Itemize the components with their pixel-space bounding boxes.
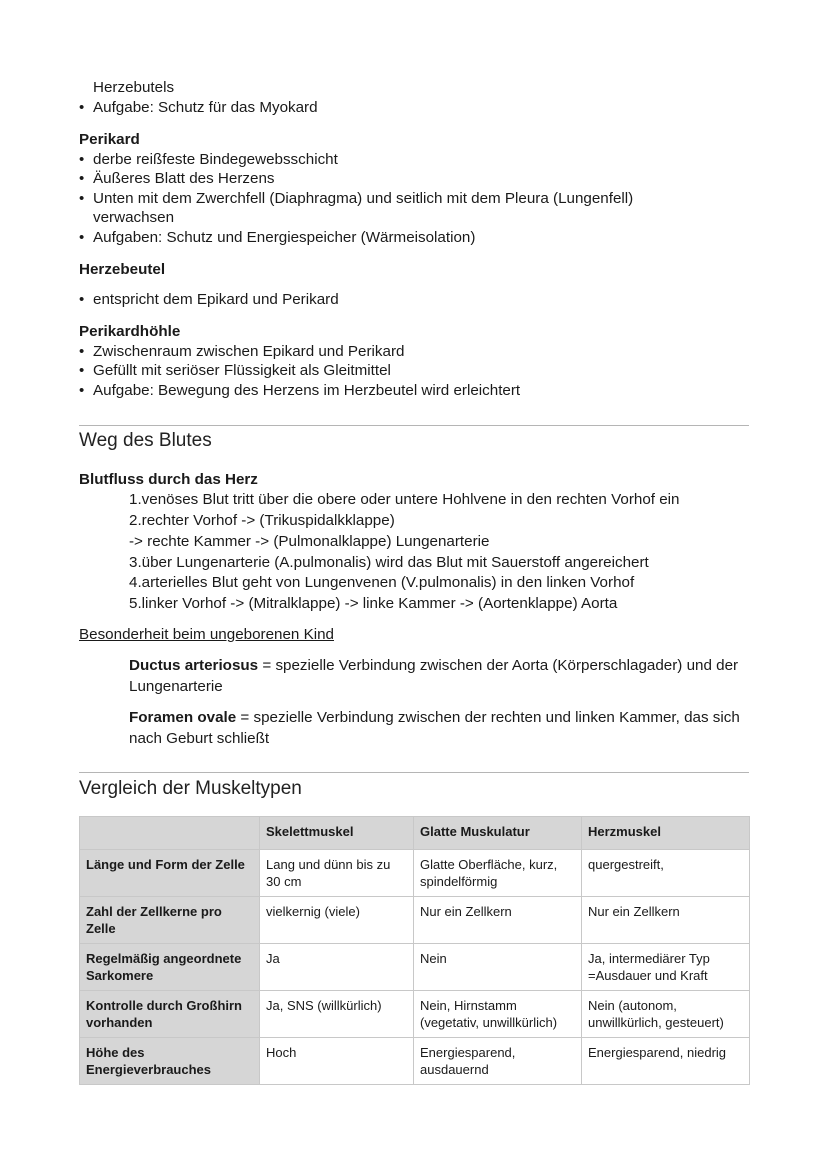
column-header: Skelettmuskel (260, 817, 414, 850)
bullet-marker: • (79, 151, 85, 168)
table-row (80, 991, 750, 1038)
weg-heading: Weg des Blutes (79, 430, 212, 451)
perikardhoehle-item: Gefüllt mit seriöser Flüssigkeit als Gleitmittel (93, 362, 391, 379)
bullet-marker: • (79, 343, 85, 360)
perikard-item: Unten mit dem Zwerchfell (Diaphragma) und seitlich mit dem Pleura (Lungenfell) (93, 190, 634, 207)
perikardhoehle-item: Zwischenraum zwischen Epikard und Perikard (93, 343, 405, 360)
bullet-marker: • (79, 382, 85, 399)
intro-continued-line: Herzebutels (93, 79, 175, 96)
bullet-marker: • (79, 291, 85, 308)
table-row (80, 897, 750, 944)
perikard-item-continued: verwachsen (93, 209, 175, 226)
section-divider (79, 425, 749, 426)
column-header: Glatte Muskulatur (414, 817, 582, 850)
herzebeutel-title: Herzebeutel (79, 261, 166, 278)
bullet-marker: • (79, 229, 85, 246)
row-label: Zahl der Zellkerne pro Zelle (80, 897, 260, 944)
perikard-item: Aufgaben: Schutz und Energiespeicher (Wärmeisolation) (93, 229, 476, 246)
table-cell: Nur ein Zellkern (414, 897, 582, 944)
table-header-row (80, 817, 750, 850)
herzebeutel-item: entspricht dem Epikard und Perikard (93, 291, 339, 308)
table-cell: Energiesparend, niedrig (582, 1038, 750, 1085)
table-cell: Nein (414, 944, 582, 991)
intro-bullet: Aufgabe: Schutz für das Myokard (93, 99, 318, 116)
blutfluss-step: 3.über Lungenarterie (A.pulmonalis) wird das Blut mit Sauerstoff angereichert (129, 554, 649, 571)
section-divider (79, 772, 749, 773)
foramen-definition (129, 708, 749, 749)
table-cell: Ja (260, 944, 414, 991)
blutfluss-step: 2.rechter Vorhof -> (Trikuspidalkklappe) (129, 512, 395, 529)
column-header (80, 817, 260, 850)
table-cell: Nein (autonom, unwillkürlich, gesteuert) (582, 991, 750, 1038)
row-label: Höhe des Energieverbrauches (80, 1038, 260, 1085)
table-cell: quergestreift, (582, 850, 750, 897)
bullet-marker: • (79, 99, 85, 116)
perikard-item: Äußeres Blatt des Herzens (93, 170, 275, 187)
muscle-comparison-table (79, 816, 750, 1085)
table-cell: vielkernig (viele) (260, 897, 414, 944)
blutfluss-subheading: Blutfluss durch das Herz (79, 471, 258, 488)
table-cell: Glatte Oberfläche, kurz, spindelförmig (414, 850, 582, 897)
perikardhoehle-title: Perikardhöhle (79, 323, 181, 340)
special-heading: Besonderheit beim ungeborenen Kind (79, 626, 334, 643)
table-cell: Lang und dünn bis zu 30 cm (260, 850, 414, 897)
bullet-marker: • (79, 362, 85, 379)
foramen-term: Foramen ovale (129, 709, 237, 726)
blutfluss-step: -> rechte Kammer -> (Pulmonalklappe) Lungenarterie (129, 533, 490, 550)
foramen-text: = spezielle Verbindung zwischen der rechten und linken Kammer, das sich nach Geburt schließt (129, 709, 740, 747)
perikardhoehle-item: Aufgabe: Bewegung des Herzens im Herzbeutel wird erleichtert (93, 382, 521, 399)
table-cell: Nur ein Zellkern (582, 897, 750, 944)
blutfluss-step: 4.arterielles Blut geht von Lungenvenen (V.pulmonalis) in den linken Vorhof (129, 574, 635, 591)
table-row (80, 850, 750, 897)
table-cell: Nein, Hirnstamm (vegetativ, unwillkürlich) (414, 991, 582, 1038)
row-label: Regelmäßig angeordnete Sarkomere (80, 944, 260, 991)
table-row (80, 944, 750, 991)
ductus-term: Ductus arteriosus (129, 657, 259, 674)
row-label: Länge und Form der Zelle (80, 850, 260, 897)
table-cell: Hoch (260, 1038, 414, 1085)
row-label: Kontrolle durch Großhirn vorhanden (80, 991, 260, 1038)
table-row (80, 1038, 750, 1085)
bullet-marker: • (79, 170, 85, 187)
table-cell: Energiesparend, ausdauernd (414, 1038, 582, 1085)
table-cell: Ja, SNS (willkürlich) (260, 991, 414, 1038)
vergleich-heading: Vergleich der Muskeltypen (79, 778, 302, 799)
perikard-item: derbe reißfeste Bindegewebsschicht (93, 151, 338, 168)
column-header: Herzmuskel (582, 817, 750, 850)
perikard-title: Perikard (79, 131, 140, 148)
blutfluss-step: 5.linker Vorhof -> (Mitralklappe) -> linke Kammer -> (Aortenklappe) Aorta (129, 595, 618, 612)
blutfluss-step: 1.venöses Blut tritt über die obere oder untere Hohlvene in den rechten Vorhof ein (129, 491, 680, 508)
table-cell: Ja, intermediärer Typ =Ausdauer und Kraft (582, 944, 750, 991)
ductus-text: = spezielle Verbindung zwischen der Aorta (Körperschlagader) und der Lungenarterie (129, 657, 739, 695)
ductus-definition (129, 656, 749, 697)
bullet-marker: • (79, 190, 85, 207)
